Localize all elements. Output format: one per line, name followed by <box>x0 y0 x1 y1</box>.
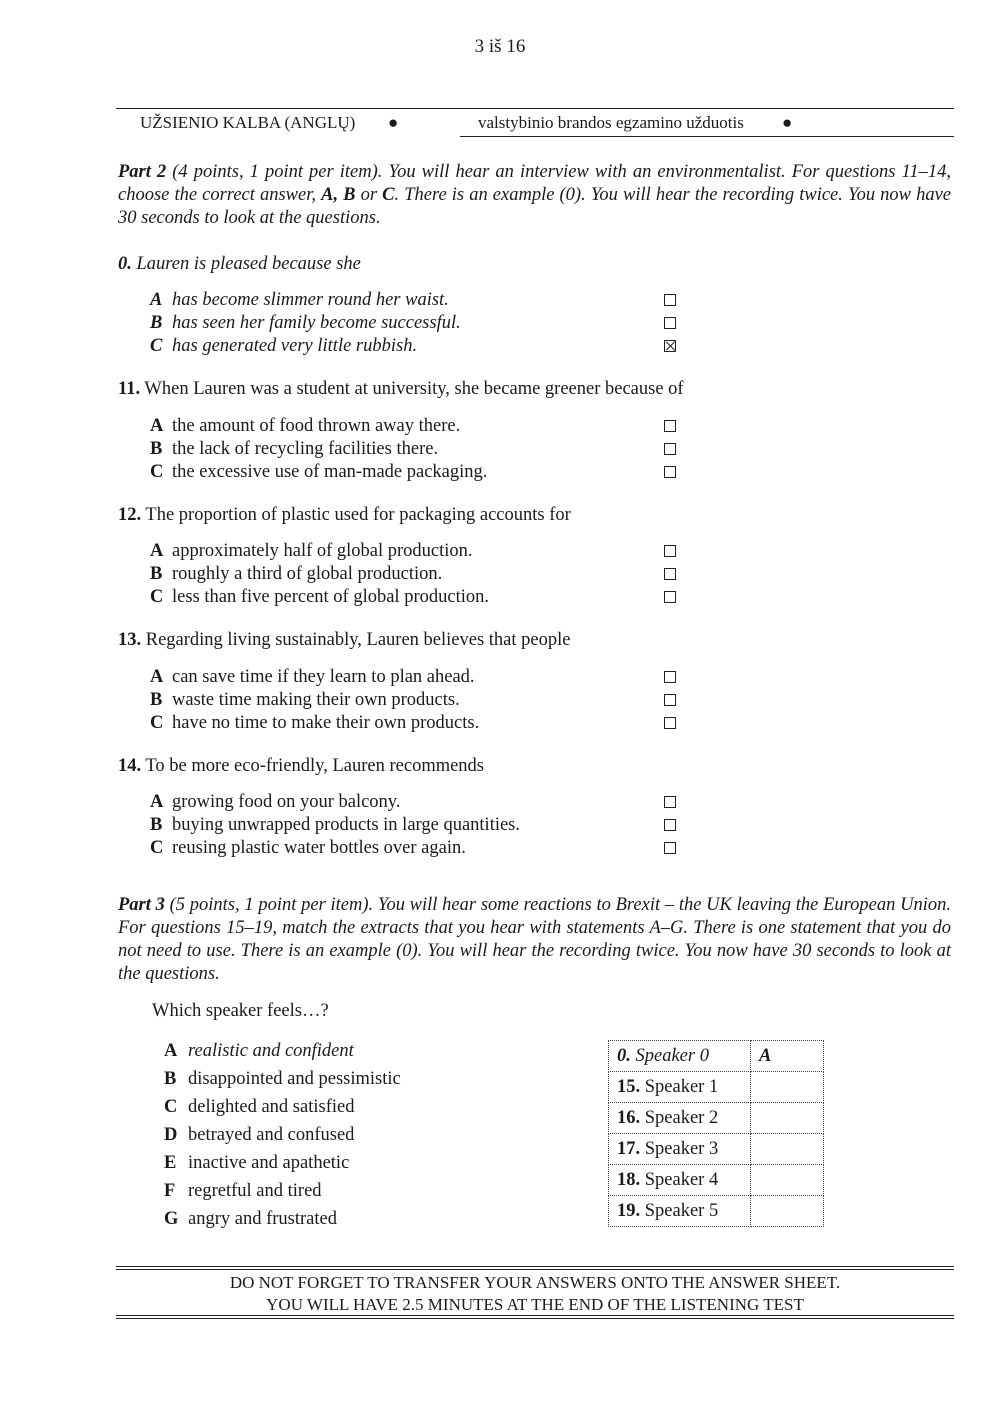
table-row <box>609 1165 824 1196</box>
footer-top-rule-2 <box>116 1269 954 1270</box>
option-0b <box>150 313 461 334</box>
option-text: the lack of recycling facilities there. <box>172 439 439 459</box>
option-text: has become slimmer round her waist. <box>172 290 449 310</box>
checkbox-12c[interactable] <box>664 591 676 603</box>
question-14 <box>118 756 484 777</box>
option-letter: A <box>150 290 163 310</box>
part2-letter-c: C <box>382 185 395 205</box>
answer-cell[interactable] <box>751 1196 824 1227</box>
table-row <box>609 1103 824 1134</box>
part2-or: or <box>360 185 378 205</box>
option-11b <box>150 439 438 460</box>
checkbox-14c[interactable] <box>664 842 676 854</box>
option-13b <box>150 690 460 711</box>
speaker-number: 0. <box>617 1045 631 1066</box>
option-11c <box>150 462 487 483</box>
option-text: the amount of food thrown away there. <box>172 416 461 436</box>
answer-cell[interactable] <box>751 1165 824 1196</box>
question-number: 11. <box>118 379 141 399</box>
checkbox-12b[interactable] <box>664 568 676 580</box>
option-14a <box>150 792 400 813</box>
statement-text: inactive and apathetic <box>188 1153 350 1173</box>
part3-label: Part 3 <box>118 895 165 915</box>
statement-c <box>164 1097 354 1118</box>
statement-text: realistic and confident <box>188 1041 354 1061</box>
speaker-cell <box>609 1072 751 1103</box>
statement-a <box>164 1041 354 1062</box>
speaker-number: 15. <box>617 1076 641 1097</box>
option-text: approximately half of global production. <box>172 541 473 561</box>
answer-cell[interactable] <box>751 1072 824 1103</box>
part2-intro: (4 points, 1 point per item). You will hear an interview with an environmentalist. For questions 11–14, choose the correct answer, <box>118 162 951 205</box>
statement-text: regretful and tired <box>188 1181 322 1201</box>
table-row <box>609 1041 824 1072</box>
answer-cell: A <box>751 1041 824 1072</box>
checkbox-13b[interactable] <box>664 694 676 706</box>
speaker-number: 19. <box>617 1200 641 1221</box>
question-text: The proportion of plastic used for packaging accounts for <box>145 505 571 525</box>
speaker-name: Speaker 3 <box>644 1138 719 1159</box>
option-letter: B <box>150 439 163 459</box>
question-text: Regarding living sustainably, Lauren believes that people <box>145 630 571 650</box>
question-text: To be more eco-friendly, Lauren recommends <box>145 756 485 776</box>
option-letter: A <box>150 792 164 812</box>
part3-prompt: Which speaker feels…? <box>152 1001 329 1021</box>
option-text: growing food on your balcony. <box>172 792 401 812</box>
footer-line-2: YOU WILL HAVE 2.5 MINUTES AT THE END OF THE LISTENING TEST <box>266 1295 804 1314</box>
statement-letter: B <box>164 1069 177 1089</box>
footer-line-1: DO NOT FORGET TO TRANSFER YOUR ANSWERS ONTO THE ANSWER SHEET. <box>229 1273 841 1292</box>
footer-bottom-rule-2 <box>116 1318 954 1319</box>
checkbox-14b[interactable] <box>664 819 676 831</box>
speaker-name: Speaker 5 <box>644 1200 719 1221</box>
option-letter: B <box>150 313 163 333</box>
statement-letter: A <box>164 1041 178 1061</box>
checkbox-12a[interactable] <box>664 545 676 557</box>
page-number: 3 iš 16 <box>474 36 526 57</box>
speaker-number: 18. <box>617 1169 641 1190</box>
option-text: reusing plastic water bottles over again. <box>172 838 466 858</box>
checkbox-13c[interactable] <box>664 717 676 729</box>
answer-cell[interactable] <box>751 1103 824 1134</box>
checkbox-13a[interactable] <box>664 671 676 683</box>
checkbox-14a[interactable] <box>664 796 676 808</box>
option-letter: C <box>150 838 164 858</box>
speaker-cell <box>609 1134 751 1165</box>
option-text: buying unwrapped products in large quantities. <box>172 815 521 835</box>
part2-label: Part 2 <box>118 162 167 182</box>
header-bullet-2: ● <box>782 113 793 132</box>
footer-bottom-rule-1 <box>116 1315 954 1316</box>
option-letter: B <box>150 815 163 835</box>
option-letter: C <box>150 462 164 482</box>
option-14b <box>150 815 520 836</box>
part3-instructions <box>118 894 951 986</box>
speaker-cell <box>609 1165 751 1196</box>
question-11 <box>118 379 684 400</box>
statement-text: betrayed and confused <box>188 1125 355 1145</box>
footer-top-rule-1 <box>116 1266 954 1267</box>
option-text: have no time to make their own products. <box>172 713 480 733</box>
speaker-cell <box>609 1041 751 1072</box>
checkbox-11b[interactable] <box>664 443 676 455</box>
part2-instructions <box>118 161 951 230</box>
part2-letter-b: B <box>343 185 356 205</box>
option-letter: A <box>150 416 164 436</box>
option-text: less than five percent of global production. <box>172 587 489 607</box>
question-number: 14. <box>118 756 142 776</box>
option-12b <box>150 564 442 585</box>
statement-text: disappointed and pessimistic <box>188 1069 401 1089</box>
option-11a <box>150 416 460 437</box>
footer-notice <box>116 1272 954 1316</box>
statement-letter: E <box>164 1153 177 1173</box>
statement-letter: C <box>164 1097 178 1117</box>
speaker-number: 16. <box>617 1107 641 1128</box>
checkbox-11a[interactable] <box>664 420 676 432</box>
question-number: 13. <box>118 630 142 650</box>
header-bullet-1: ● <box>388 113 399 132</box>
statement-letter: G <box>164 1209 179 1229</box>
statement-g <box>164 1209 337 1230</box>
option-letter: A <box>150 667 164 687</box>
table-row <box>609 1196 824 1227</box>
option-text: the excessive use of man-made packaging. <box>172 462 488 482</box>
header-bottom-rule <box>460 136 954 137</box>
checkbox-0c-checked[interactable] <box>664 340 676 352</box>
option-letter: B <box>150 564 163 584</box>
option-text: can save time if they learn to plan ahead. <box>172 667 475 687</box>
answer-cell[interactable] <box>751 1134 824 1165</box>
option-0c <box>150 336 417 357</box>
checkbox-11c[interactable] <box>664 466 676 478</box>
speaker-cell <box>609 1103 751 1134</box>
checkbox-0b[interactable] <box>664 317 676 329</box>
question-0 <box>118 254 361 275</box>
option-text: roughly a third of global production. <box>172 564 443 584</box>
speaker-name: Speaker 0 <box>635 1045 709 1066</box>
statement-text: delighted and satisfied <box>188 1097 355 1117</box>
question-13 <box>118 630 570 651</box>
question-number: 0. <box>118 254 132 274</box>
statement-d <box>164 1125 354 1146</box>
option-12a <box>150 541 473 562</box>
option-0a <box>150 290 449 311</box>
option-letter: A <box>150 541 164 561</box>
option-text: has seen her family become successful. <box>172 313 461 333</box>
speaker-name: Speaker 2 <box>644 1107 719 1128</box>
speaker-number: 17. <box>617 1138 641 1159</box>
option-text: waste time making their own products. <box>172 690 460 710</box>
part2-letter-a: A, <box>321 185 339 205</box>
checkbox-0a[interactable] <box>664 294 676 306</box>
part2-intro-end: . There is an example (0). You will hear the recording twice. You now have 30 seconds to look at the questions. <box>118 185 952 228</box>
statement-text: angry and frustrated <box>188 1209 337 1229</box>
speaker-answer-table <box>608 1040 824 1227</box>
speaker-cell <box>609 1196 751 1227</box>
header-top-rule <box>116 108 954 109</box>
option-letter: C <box>150 713 164 733</box>
speaker-name: Speaker 4 <box>644 1169 719 1190</box>
option-13c <box>150 713 479 734</box>
statement-e <box>164 1153 349 1174</box>
question-12 <box>118 505 571 526</box>
option-letter: C <box>150 587 164 607</box>
statement-letter: D <box>164 1125 178 1145</box>
option-letter: C <box>150 336 163 356</box>
option-14c <box>150 838 466 859</box>
question-text: Lauren is pleased because she <box>136 254 361 274</box>
question-text: When Lauren was a student at university, she became greener because of <box>144 379 684 399</box>
table-row <box>609 1134 824 1165</box>
statement-letter: F <box>164 1181 176 1201</box>
statement-b <box>164 1069 401 1090</box>
header-subject: UŽSIENIO KALBA (ANGLŲ) <box>140 113 356 132</box>
part3-intro: (5 points, 1 point per item). You will hear some reactions to Brexit – the UK leaving the European Union. For questions 15–19, match the extracts that you hear with statements A–G. There is one statement that you do not need to use. There is an example (0). You will hear the recording twice. You now have 30 seconds to look at the questions. <box>118 895 951 984</box>
statement-f <box>164 1181 322 1202</box>
question-number: 12. <box>118 505 142 525</box>
option-12c <box>150 587 489 608</box>
header-exam-type: valstybinio brandos egzamino užduotis <box>478 113 744 132</box>
option-text: has generated very little rubbish. <box>172 336 418 356</box>
option-letter: B <box>150 690 163 710</box>
table-row <box>609 1072 824 1103</box>
option-13a <box>150 667 475 688</box>
speaker-name: Speaker 1 <box>644 1076 719 1097</box>
